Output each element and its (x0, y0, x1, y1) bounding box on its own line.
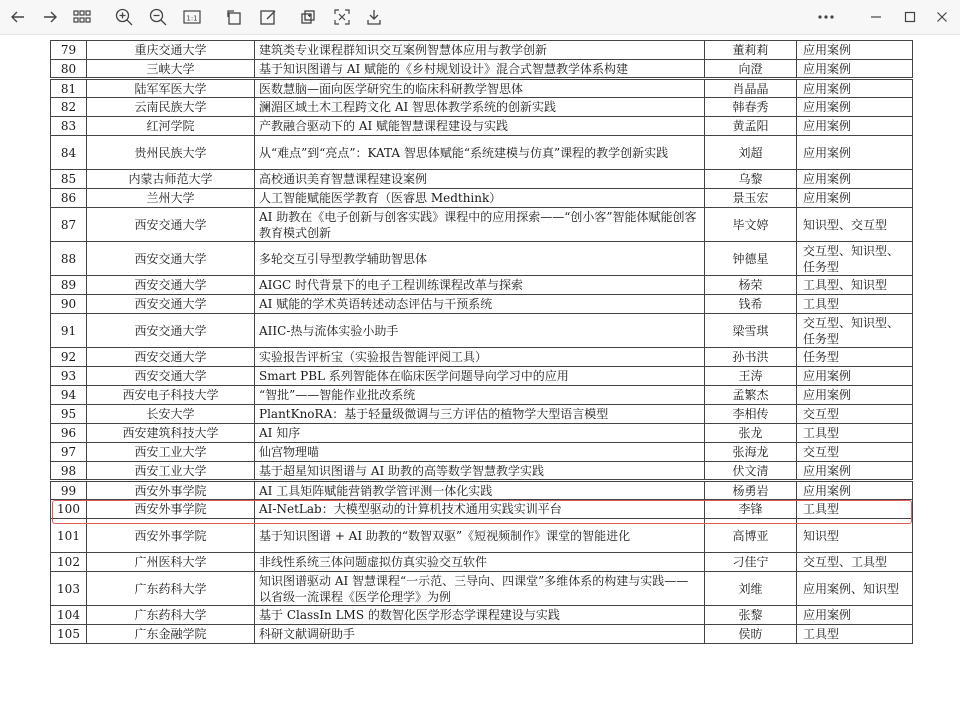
university-cell: 西安建筑科技大学 (87, 424, 255, 443)
category-cell: 应用案例 (797, 386, 913, 405)
project-title-cell: AI 知序 (255, 424, 705, 443)
table-row (51, 553, 913, 572)
table-row (51, 348, 913, 367)
project-title-cell: 人工智能赋能医学教育（医睿思 Medthink） (255, 189, 705, 208)
university-cell: 重庆交通大学 (87, 41, 255, 60)
row-number-cell: 89 (51, 276, 87, 295)
project-title-cell: AI-NetLab：大模型驱动的计算机技术通用实践实训平台 (255, 500, 705, 519)
university-cell: 西安交通大学 (87, 276, 255, 295)
table-row (51, 208, 913, 242)
image-viewport[interactable] (0, 35, 960, 720)
category-cell: 交互型、知识型、任务型 (797, 242, 913, 276)
category-cell: 任务型 (797, 348, 913, 367)
table-row (51, 405, 913, 424)
university-cell: 内蒙古师范大学 (87, 170, 255, 189)
person-cell: 毕文婷 (705, 208, 797, 242)
category-cell: 应用案例 (797, 462, 913, 481)
person-cell: 韩春秀 (705, 98, 797, 117)
row-number-cell: 91 (51, 314, 87, 348)
row-number-cell: 85 (51, 170, 87, 189)
person-cell: 刁佳宁 (705, 553, 797, 572)
person-cell: 刘超 (705, 136, 797, 170)
row-number-cell: 95 (51, 405, 87, 424)
zoom-out-icon[interactable] (146, 5, 170, 29)
person-cell: 杨勇岩 (705, 481, 797, 500)
data-table (50, 40, 913, 644)
category-cell: 工具型、知识型 (797, 276, 913, 295)
project-title-cell: AI 工具矩阵赋能营销教学管评测一体化实践 (255, 481, 705, 500)
table-row (51, 606, 913, 625)
person-cell: 刘维 (705, 572, 797, 606)
category-cell: 工具型 (797, 424, 913, 443)
university-cell: 西安交通大学 (87, 348, 255, 367)
table-row (51, 572, 913, 606)
project-title-cell: AI 助教在《电子创新与创客实践》课程中的应用探索——“创小客”智能体赋能创客教育模式创新 (255, 208, 705, 242)
person-cell: 董莉莉 (705, 41, 797, 60)
category-cell: 应用案例 (797, 606, 913, 625)
person-cell: 张黎 (705, 606, 797, 625)
table-row (51, 170, 913, 189)
person-cell: 钱希 (705, 295, 797, 314)
category-cell: 应用案例 (797, 41, 913, 60)
table-row (51, 242, 913, 276)
table-row (51, 424, 913, 443)
row-number-cell: 80 (51, 60, 87, 79)
category-cell: 交互型 (797, 443, 913, 462)
university-cell: 西安交通大学 (87, 314, 255, 348)
project-title-cell: 实验报告评析宝（实验报告智能评阅工具） (255, 348, 705, 367)
viewer-toolbar (0, 0, 960, 35)
row-number-cell: 101 (51, 519, 87, 553)
project-title-cell: 医数慧脑—面向医学研究生的临床科研教学智思体 (255, 79, 705, 98)
person-cell: 李锋 (705, 500, 797, 519)
person-cell: 孟繁杰 (705, 386, 797, 405)
person-cell: 孙书洪 (705, 348, 797, 367)
table-row (51, 79, 913, 98)
project-title-cell: 产教融合驱动下的 AI 赋能智慧课程建设与实践 (255, 117, 705, 136)
table-row (51, 98, 913, 117)
rotate-icon[interactable] (222, 5, 246, 29)
category-cell: 交互型、工具型 (797, 553, 913, 572)
row-number-cell: 99 (51, 481, 87, 500)
actual-size-icon[interactable] (180, 5, 204, 29)
row-number-cell: 81 (51, 79, 87, 98)
row-number-cell: 83 (51, 117, 87, 136)
category-cell: 应用案例 (797, 136, 913, 170)
project-title-cell: 高校通识美育智慧课程建设案例 (255, 170, 705, 189)
category-cell: 应用案例 (797, 481, 913, 500)
category-cell: 工具型 (797, 295, 913, 314)
university-cell: 广东药科大学 (87, 606, 255, 625)
table-row (51, 519, 913, 553)
university-cell: 西安外事学院 (87, 519, 255, 553)
person-cell: 乌黎 (705, 170, 797, 189)
person-cell: 向澄 (705, 60, 797, 79)
table-row (51, 367, 913, 386)
row-number-cell: 103 (51, 572, 87, 606)
row-number-cell: 90 (51, 295, 87, 314)
document-page (50, 40, 912, 644)
university-cell: 西安工业大学 (87, 443, 255, 462)
university-cell: 红河学院 (87, 117, 255, 136)
person-cell: 钟德星 (705, 242, 797, 276)
project-title-cell: 非线性系统三体问题虚拟仿真实验交互软件 (255, 553, 705, 572)
save-icon[interactable] (362, 5, 386, 29)
project-title-cell: 基于知识图谱 + AI 助教的“数智双驱”《短视频制作》课堂的智能进化 (255, 519, 705, 553)
row-number-cell: 98 (51, 462, 87, 481)
category-cell: 应用案例 (797, 170, 913, 189)
project-title-cell: PlantKnoRA：基于轻量级微调与三方评估的植物学大型语言模型 (255, 405, 705, 424)
person-cell: 张海龙 (705, 443, 797, 462)
table-row (51, 443, 913, 462)
row-number-cell: 88 (51, 242, 87, 276)
edit-icon[interactable] (256, 5, 280, 29)
project-title-cell: Smart PBL 系列智能体在临床医学问题导向学习中的应用 (255, 367, 705, 386)
university-cell: 西安交通大学 (87, 367, 255, 386)
row-number-cell: 105 (51, 625, 87, 644)
university-cell: 兰州大学 (87, 189, 255, 208)
fit-icon[interactable] (330, 5, 354, 29)
category-cell: 交互型、知识型、任务型 (797, 314, 913, 348)
category-cell: 应用案例 (797, 60, 913, 79)
project-title-cell: 仙宫物理喵 (255, 443, 705, 462)
project-title-cell: AIIC-热与流体实验小助手 (255, 314, 705, 348)
category-cell: 知识型、交互型 (797, 208, 913, 242)
row-number-cell: 94 (51, 386, 87, 405)
university-cell: 广东金融学院 (87, 625, 255, 644)
row-number-cell: 93 (51, 367, 87, 386)
table-row (51, 314, 913, 348)
category-cell: 应用案例 (797, 98, 913, 117)
person-cell: 李相传 (705, 405, 797, 424)
person-cell: 肖晶晶 (705, 79, 797, 98)
row-number-cell: 97 (51, 443, 87, 462)
table-row (51, 117, 913, 136)
project-title-cell: 从“难点”到“亮点”：KATA 智思体赋能“系统建模与仿真”课程的教学创新实践 (255, 136, 705, 170)
project-title-cell: 科研文献调研助手 (255, 625, 705, 644)
grid-icon[interactable] (70, 5, 94, 29)
table-row (51, 625, 913, 644)
row-number-cell: 79 (51, 41, 87, 60)
person-cell: 黄孟阳 (705, 117, 797, 136)
university-cell: 西安工业大学 (87, 462, 255, 481)
university-cell: 广东药科大学 (87, 572, 255, 606)
table-row (51, 41, 913, 60)
university-cell: 西安外事学院 (87, 500, 255, 519)
category-cell: 应用案例 (797, 189, 913, 208)
university-cell: 陆军军医大学 (87, 79, 255, 98)
table-row (51, 136, 913, 170)
person-cell: 王涛 (705, 367, 797, 386)
maximize-icon[interactable] (898, 5, 922, 29)
university-cell: 西安电子科技大学 (87, 386, 255, 405)
project-title-cell: 基于超星知识图谱与 AI 助教的高等数学智慧教学实践 (255, 462, 705, 481)
category-cell: 应用案例 (797, 367, 913, 386)
row-number-cell: 92 (51, 348, 87, 367)
university-cell: 西安交通大学 (87, 208, 255, 242)
project-title-cell: 知识图谱驱动 AI 智慧课程“一示范、三导向、四课堂”多维体系的构建与实践——以省级一流课程《医学伦理学》为例 (255, 572, 705, 606)
forward-icon[interactable] (38, 5, 62, 29)
row-number-cell: 102 (51, 553, 87, 572)
row-number-cell: 96 (51, 424, 87, 443)
minimize-icon[interactable] (864, 5, 888, 29)
project-title-cell: 基于 ClassIn LMS 的数智化医学形态学课程建设与实践 (255, 606, 705, 625)
university-cell: 贵州民族大学 (87, 136, 255, 170)
person-cell: 侯昉 (705, 625, 797, 644)
project-title-cell: “智批”——智能作业批改系统 (255, 386, 705, 405)
svg-text:1:1: 1:1 (186, 14, 198, 23)
project-title-cell: AIGC 时代背景下的电子工程训练课程改革与探索 (255, 276, 705, 295)
project-title-cell: 建筑类专业课程群知识交互案例智慧体应用与教学创新 (255, 41, 705, 60)
university-cell: 西安外事学院 (87, 481, 255, 500)
person-cell: 张龙 (705, 424, 797, 443)
university-cell: 云南民族大学 (87, 98, 255, 117)
person-cell: 梁雪琪 (705, 314, 797, 348)
close-icon[interactable] (930, 5, 954, 29)
category-cell: 知识型 (797, 519, 913, 553)
table-row (51, 276, 913, 295)
row-number-cell: 86 (51, 189, 87, 208)
table-row (51, 462, 913, 481)
category-cell: 交互型 (797, 405, 913, 424)
table-row (51, 295, 913, 314)
person-cell: 景玉宏 (705, 189, 797, 208)
university-cell: 西安交通大学 (87, 242, 255, 276)
table-row (51, 386, 913, 405)
person-cell: 伏文清 (705, 462, 797, 481)
row-number-cell: 87 (51, 208, 87, 242)
project-title-cell: 基于知识图谱与 AI 赋能的《乡村规划设计》混合式智慧教学体系构建 (255, 60, 705, 79)
project-title-cell: AI 赋能的学术英语转述动态评估与干预系统 (255, 295, 705, 314)
person-cell: 高博亚 (705, 519, 797, 553)
category-cell: 应用案例 (797, 79, 913, 98)
row-number-cell: 82 (51, 98, 87, 117)
table-row (51, 60, 913, 79)
university-cell: 三峡大学 (87, 60, 255, 79)
table-row (51, 500, 913, 519)
category-cell: 工具型 (797, 625, 913, 644)
more-icon[interactable] (814, 5, 838, 29)
project-title-cell: 澜湄区域土木工程跨文化 AI 智思体教学系统的创新实践 (255, 98, 705, 117)
category-cell: 应用案例、知识型 (797, 572, 913, 606)
row-number-cell: 104 (51, 606, 87, 625)
category-cell: 工具型 (797, 500, 913, 519)
row-number-cell: 84 (51, 136, 87, 170)
back-icon[interactable] (6, 5, 30, 29)
crop-icon[interactable] (296, 5, 320, 29)
table-row (51, 189, 913, 208)
zoom-in-icon[interactable] (112, 5, 136, 29)
category-cell: 应用案例 (797, 117, 913, 136)
person-cell: 杨荣 (705, 276, 797, 295)
university-cell: 西安交通大学 (87, 295, 255, 314)
project-title-cell: 多轮交互引导型教学辅助智思体 (255, 242, 705, 276)
university-cell: 长安大学 (87, 405, 255, 424)
row-number-cell: 100 (51, 500, 87, 519)
table-row (51, 481, 913, 500)
university-cell: 广州医科大学 (87, 553, 255, 572)
